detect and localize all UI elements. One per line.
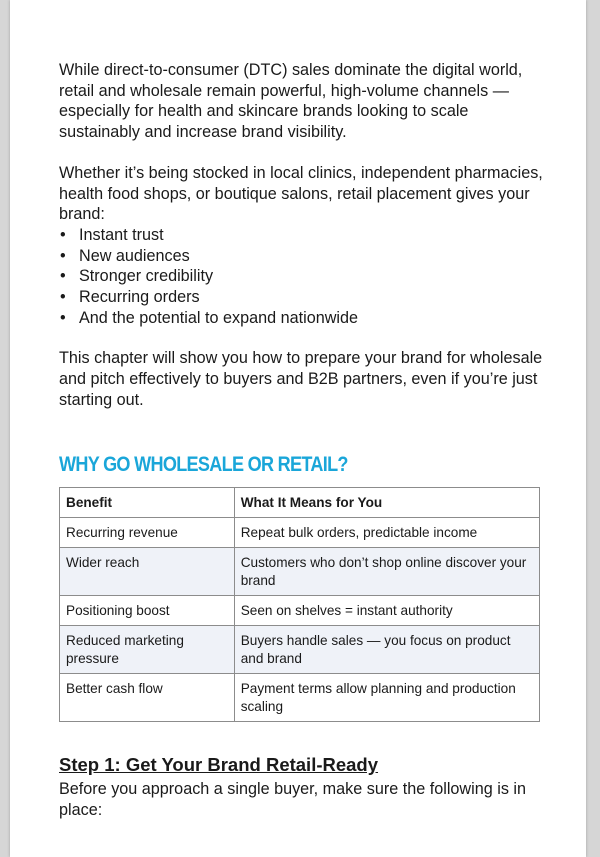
- bullet-icon: •: [60, 308, 66, 327]
- table-row: [60, 548, 540, 596]
- intro-paragraph-1: While direct-to-consumer (DTC) sales dominate the digital world, retail and wholesale remain powerful, high-volume channels — especially for health and skincare brands looking to scale sustainably and increase brand visibility.: [59, 61, 523, 142]
- column-header-meaning: What It Means for You: [234, 488, 539, 518]
- benefits-table: [59, 487, 540, 722]
- column-header-benefit: Benefit: [60, 488, 235, 518]
- section-heading: WHY GO WHOLESALE OR RETAIL?: [59, 453, 348, 476]
- list-item: • Stronger credibility: [60, 267, 214, 286]
- bullet-icon: •: [60, 288, 66, 307]
- list-item: • Instant trust: [60, 225, 164, 244]
- meaning-cell: Repeat bulk orders, predictable income: [234, 518, 539, 548]
- table-row: [60, 596, 540, 626]
- list-item: • And the potential to expand nationwide: [60, 308, 358, 327]
- table-header-row: [60, 488, 540, 518]
- benefit-cell: Wider reach: [60, 548, 235, 596]
- document-page: [10, 0, 586, 857]
- benefit-cell: Positioning boost: [60, 596, 235, 626]
- bullet-icon: •: [60, 246, 66, 265]
- intro-paragraph-2: Whether it’s being stocked in local clinics, independent pharmacies, health food shops, or boutique salons, retail placement gives your brand:: [59, 163, 543, 224]
- benefit-cell: Better cash flow: [60, 674, 235, 722]
- benefits-bullet-list: [59, 225, 549, 329]
- meaning-cell: Seen on shelves = instant authority: [234, 596, 539, 626]
- benefit-cell: Recurring revenue: [60, 518, 235, 548]
- intro-paragraph-3: This chapter will show you how to prepare your brand for wholesale and pitch effectively to buyers and B2B partners, even if you’re just starting out.: [59, 349, 543, 409]
- list-item: • New audiences: [60, 246, 190, 265]
- meaning-cell: Payment terms allow planning and production scaling: [234, 674, 539, 722]
- bullet-icon: •: [60, 225, 66, 244]
- table-row: [60, 518, 540, 548]
- step-1-text: Before you approach a single buyer, make sure the following is in place:: [59, 780, 527, 819]
- meaning-cell: Buyers handle sales — you focus on product and brand: [234, 626, 539, 674]
- benefit-cell: Reduced marketing pressure: [60, 626, 235, 674]
- list-item: • Recurring orders: [60, 288, 200, 307]
- table-row: [60, 674, 540, 722]
- step-1-heading: Step 1: Get Your Brand Retail-Ready: [59, 754, 379, 775]
- bullet-icon: •: [60, 267, 66, 286]
- meaning-cell: Customers who don’t shop online discover your brand: [234, 548, 539, 596]
- table-row: [60, 626, 540, 674]
- intro-section: [59, 60, 549, 411]
